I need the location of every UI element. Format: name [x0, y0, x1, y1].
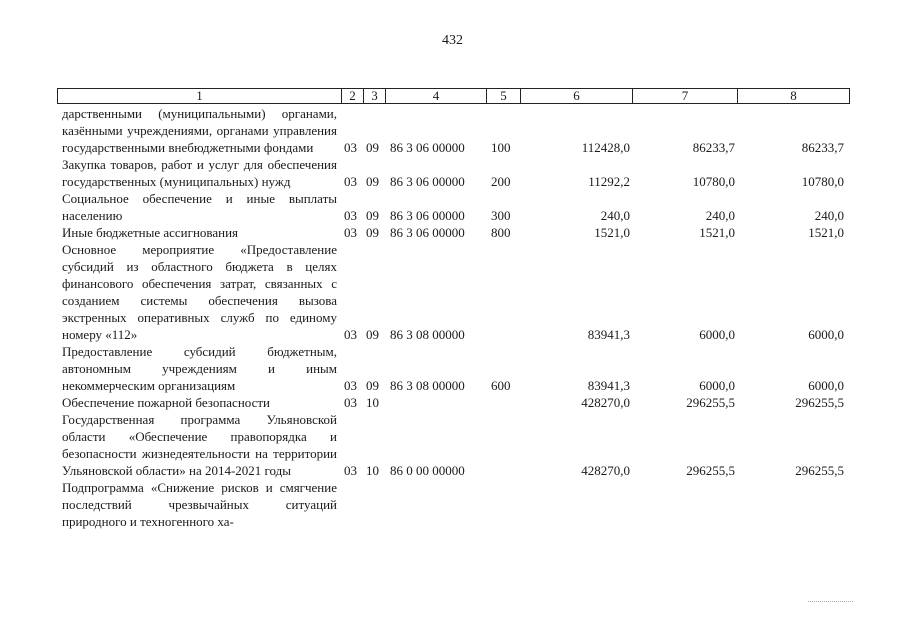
cell-section: 03 [344, 378, 357, 393]
cell-section: 03 [344, 140, 357, 155]
cell-section: 03 [344, 174, 357, 189]
table-row [0, 224, 905, 241]
table-row [0, 394, 905, 411]
cell-amount-col6: 1521,0 [594, 225, 630, 240]
cell-amount-col6: 112428,0 [581, 140, 630, 155]
column-header-8: 8 [737, 89, 850, 103]
cell-amount-col8: 6000,0 [808, 378, 844, 393]
cell-amount-col7: 240,0 [705, 208, 735, 223]
cell-target-code: 86 3 06 00000 [390, 174, 465, 189]
row-description: Обеспечение пожарной безопасности [62, 395, 271, 410]
cell-subsection: 09 [366, 174, 379, 189]
cell-expense-type: 800 [491, 225, 511, 240]
cell-target-code: 86 0 00 00000 [390, 463, 465, 478]
cell-subsection: 09 [366, 327, 379, 342]
table-row [0, 343, 905, 394]
row-description: Социальное обеспечение и иные выплаты населению [62, 191, 337, 223]
cell-subsection: 09 [366, 225, 379, 240]
cell-target-code: 86 3 08 00000 [390, 378, 465, 393]
cell-amount-col7: 1521,0 [699, 225, 735, 240]
cell-section: 03 [344, 463, 357, 478]
table-row [0, 411, 905, 479]
cell-amount-col6: 83941,3 [587, 327, 630, 342]
cell-expense-type: 600 [491, 378, 511, 393]
column-header-5: 5 [486, 89, 520, 103]
cell-subsection: 09 [366, 378, 379, 393]
row-description: Закупка товаров, работ и услуг для обеспечения государственных (муниципальных) нужд [62, 157, 337, 189]
cell-target-code: 86 3 06 00000 [390, 140, 465, 155]
cell-target-code: 86 3 06 00000 [390, 225, 465, 240]
cell-target-code: 86 3 08 00000 [390, 327, 465, 342]
row-description: Государственная программа Ульяновской области «Обеспечение правопорядка и безопасности жизнедеятельности на территории Ульяновской области» на 2014-2021 годы [62, 412, 337, 478]
row-description: Иные бюджетные ассигнования [62, 225, 239, 240]
cell-amount-col6: 428270,0 [581, 463, 630, 478]
cell-expense-type: 100 [491, 140, 511, 155]
cell-amount-col6: 83941,3 [587, 378, 630, 393]
cell-subsection: 10 [366, 463, 379, 478]
table-row [0, 105, 905, 156]
table-header [57, 88, 850, 104]
table-body [0, 105, 905, 530]
column-header-6: 6 [520, 89, 632, 103]
row-description: Предоставление субсидий бюджетным, автономным учреждениям и иным некоммерческим организациям [62, 344, 337, 393]
cell-amount-col6: 11292,2 [588, 174, 630, 189]
cell-amount-col7: 296255,5 [686, 463, 735, 478]
row-description: Подпрограмма «Снижение рисков и смягчение последствий чрезвычайных ситуаций природного и техногенного ха- [62, 480, 337, 529]
cell-amount-col7: 6000,0 [699, 327, 735, 342]
cell-target-code: 86 3 06 00000 [390, 208, 465, 223]
cell-amount-col7: 296255,5 [686, 395, 735, 410]
cell-amount-col8: 296255,5 [795, 395, 844, 410]
page-number: 432 [442, 33, 463, 48]
cell-amount-col8: 1521,0 [808, 225, 844, 240]
cell-section: 03 [344, 225, 357, 240]
cell-section: 03 [344, 327, 357, 342]
cell-amount-col7: 10780,0 [692, 174, 735, 189]
cell-amount-col8: 6000,0 [808, 327, 844, 342]
column-header-2: 2 [341, 89, 363, 103]
cell-subsection: 10 [366, 395, 379, 410]
cell-amount-col7: 6000,0 [699, 378, 735, 393]
cell-amount-col8: 240,0 [814, 208, 844, 223]
cell-section: 03 [344, 208, 357, 223]
cell-amount-col7: 86233,7 [692, 140, 735, 155]
table-row [0, 241, 905, 343]
column-header-7: 7 [632, 89, 737, 103]
cell-section: 03 [344, 395, 357, 410]
cell-amount-col6: 428270,0 [581, 395, 630, 410]
table-row [0, 479, 905, 530]
cell-expense-type: 200 [491, 174, 511, 189]
row-description: Основное мероприятие «Предоставление субсидий из областного бюджета в целях финансового обеспечения затрат, связанных с созданием системы обеспечения вызова экстренных оперативных служб по единому номеру «112» [62, 242, 337, 342]
cell-subsection: 09 [366, 140, 379, 155]
table-row [0, 190, 905, 224]
cell-amount-col8: 10780,0 [801, 174, 844, 189]
scan-artifact [808, 601, 853, 604]
row-description: дарственными (муниципальными) органами, казёнными учреждениями, органами управления государственными внебюджетными фондами [62, 106, 337, 155]
cell-amount-col8: 296255,5 [795, 463, 844, 478]
column-header-3: 3 [363, 89, 385, 103]
column-header-1: 1 [57, 89, 341, 103]
cell-subsection: 09 [366, 208, 379, 223]
cell-amount-col6: 240,0 [600, 208, 630, 223]
cell-amount-col8: 86233,7 [801, 140, 844, 155]
table-row [0, 156, 905, 190]
column-header-4: 4 [385, 89, 486, 103]
cell-expense-type: 300 [491, 208, 511, 223]
